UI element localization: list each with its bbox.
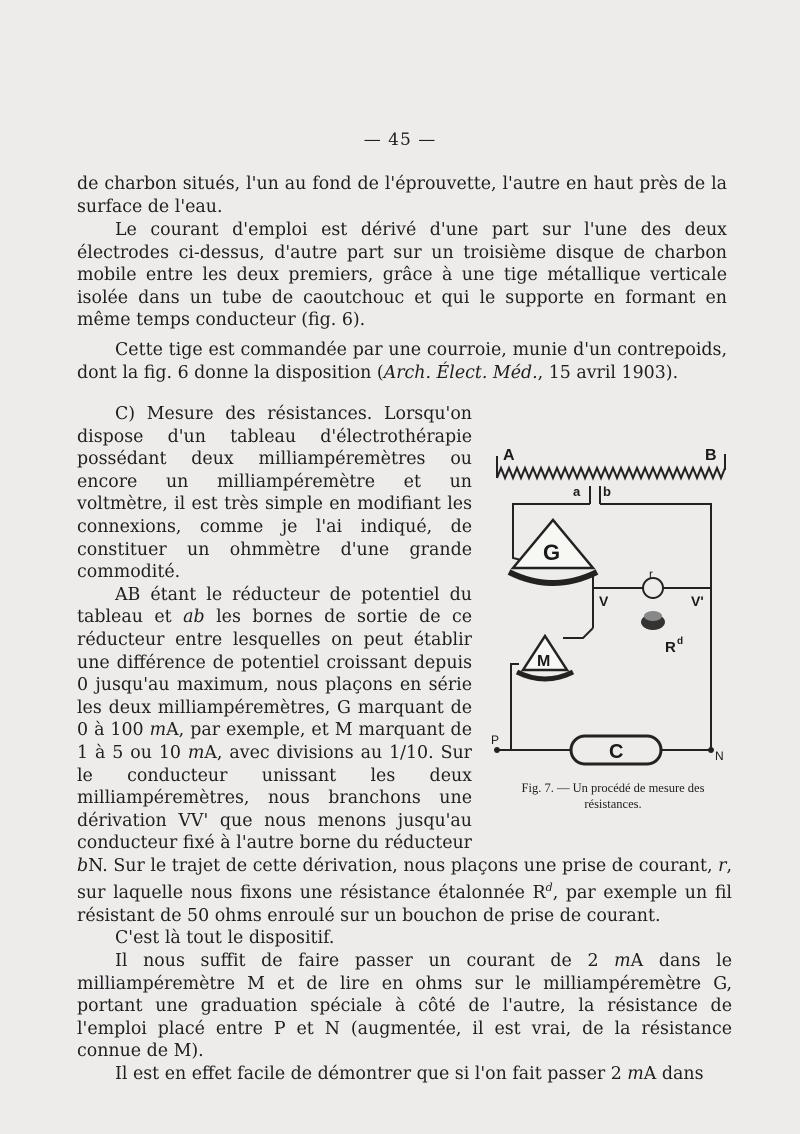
label-v: V [599, 593, 609, 609]
paragraph-7: Il nous suffit de faire passer un courant de 2 mA dans le milliampéremètre M et de lire en ohms sur le milliampéremètre G, portant une graduation spéciale à côté de l'autre, la résistance de l'emploi placé entre P et N (augmentée, il est vrai, de la résistance connue de M). [77, 951, 732, 1062]
potential-reducer [497, 468, 725, 478]
label-v-prime: V' [691, 593, 704, 609]
paragraph-6: C'est là tout le dispositif. [115, 928, 335, 949]
paragraph-3: Cette tige est commandée par une courroie, munie d'un contrepoids, dont la fig. 6 donne la disposition (Arch. Élect. Méd., 15 avril 1903). [77, 340, 727, 383]
figure-caption: Fig. 7. — Un procédé de mesure des résistances. [521, 781, 705, 811]
label-a-upper: A [503, 447, 515, 464]
paragraph-8: Il est en effet facile de démontrer que si l'on fait passer 2 mA dans [115, 1064, 704, 1085]
label-b-lower: b [603, 484, 611, 499]
paragraph-1: de charbon situés, l'un au fond de l'éprouvette, l'autre en haut près de la surface de l'eau. [77, 174, 727, 217]
label-n: N [715, 749, 724, 763]
label-g: G [543, 540, 561, 565]
label-p: P [491, 733, 500, 747]
page-number: — 45 — [363, 130, 437, 150]
circuit-diagram [493, 438, 733, 778]
label-m: M [537, 653, 551, 670]
label-b-upper: B [705, 447, 717, 464]
label-rd: R [665, 639, 676, 656]
label-c: C [609, 741, 624, 763]
label-rd-sup: d [677, 636, 684, 647]
citation: Arch. Élect. Méd. [383, 362, 538, 383]
paragraph-2: Le courant d'emploi est dérivé d'une part sur l'une des deux électrodes ci-dessus, d'autre part sur un troisième disque de charbon mobile entre les deux premiers, grâce à une tige métallique verticale isolée dans un tube de caoutchouc et qui le supporte en formant en même temps conducteur (fig. 6). [77, 220, 727, 331]
paragraph-measure-resistances: C) Mesure des résistances. Lorsqu'on dispose d'un tableau d'électrothérapie possédant deux milliampéremètres ou encore un milliampéremètre et un voltmètre, il est très simple en modifiant les connexions, comme je l'ai indiqué, de constituer un ohmmètre d'une grande commodité. [77, 404, 472, 583]
label-a-lower: a [573, 484, 581, 499]
label-r: r [649, 567, 653, 581]
paragraph-5: AB étant le réducteur de potentiel du tableau et ab les bornes de sortie de ce réducteur entre lesquelles on peut établir une différence de potentiel croissant depuis 0 jusqu'au maximum, nous plaçons en série les deux milliampéremètres, G marquant de 0 à 100 mA, par exemple, et M marquant de 1 à 5 ou 10 mA, avec divisions au 1/10. Sur le conducteur unissant les deux milliampéremètres, nous branchons une dérivation VV' que nous menons jusqu'au conducteur fixé à l'autre borne du réducteur bN. Sur le trajet de cette dérivation, nous plaçons une prise de courant, r, sur laquelle nous fixons une résistance étalonnée $R^d$, par exemple un fil résistant de 50 ohms enroulé sur un bouchon de prise de courant. [77, 584, 733, 926]
